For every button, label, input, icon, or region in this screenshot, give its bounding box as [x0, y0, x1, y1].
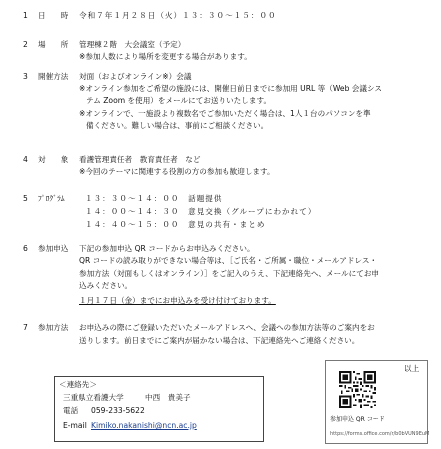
item-line: 対面（およびオンライン※）会議 — [79, 72, 192, 81]
contact-email-link[interactable]: Kimiko.nakanishi@ncn.ac.jp — [91, 421, 197, 430]
item-number: 7 — [23, 323, 28, 332]
item-line: 管理棟２階 大会議室（予定） — [79, 40, 186, 49]
qr-url[interactable]: https://forms.office.com/r/b0bVUN9EuM — [330, 431, 430, 437]
item-label: 日 時 — [38, 11, 69, 20]
item-label: 開催方法 — [38, 72, 69, 81]
item-line: １４：００～１４：３０ 意見交換（グループにわかれて） — [85, 207, 317, 216]
item-number: 2 — [23, 40, 28, 49]
item-label: 参加申込 — [38, 244, 69, 253]
item-label: 対 象 — [38, 155, 69, 164]
contact-box — [54, 376, 264, 442]
qr-code-icon[interactable] — [339, 371, 376, 408]
item-line: １３：３０～１４：００ 話題提供 — [85, 194, 223, 203]
contact-tel-label: 電話 — [63, 406, 79, 415]
item-line: テム Zoom を使用）をメールにてお送りいたします。 — [86, 96, 272, 105]
item-line: 込みください。 — [79, 281, 133, 290]
qr-caption: 参加申込 QR コード — [330, 416, 385, 423]
contact-org: 三重県立看護大学 — [63, 393, 124, 402]
item-number: 3 — [23, 72, 28, 81]
contact-mail-label: E-mail — [63, 421, 87, 430]
item-label: 場 所 — [38, 40, 69, 49]
item-number: 1 — [23, 11, 28, 20]
item-label: ﾌﾟﾛｸﾞﾗﾑ — [38, 194, 65, 203]
item-number: 6 — [23, 244, 28, 253]
item-line: ※オンライン参加をご希望の施設には、開催日前日までに参加用 URL 等（Web 会議シス — [79, 84, 382, 93]
contact-tel: 059-233-5622 — [91, 406, 145, 415]
item-number: 5 — [23, 194, 28, 203]
item-line: 参加方法（対面もしくはオンライン）］をご記入のうえ、下記連絡先へ、メールにてお申 — [79, 269, 380, 278]
item-line: 送りします。前日までにご案内が届かない場合は、下記連絡先へご連絡ください。 — [79, 336, 360, 345]
item-label: 参加方法 — [38, 323, 69, 332]
contact-heading: ＜連絡先＞ — [59, 380, 97, 389]
item-line: ※参加人数により場所を変更する場合があります。 — [79, 52, 252, 61]
qr-box — [325, 360, 428, 444]
contact-name: 中西 貴美子 — [145, 393, 191, 402]
item-number: 4 — [23, 155, 28, 164]
closing-text: 以上 — [404, 364, 420, 373]
item-line: 備ください。難しい場合は、事前にご相談ください。 — [86, 121, 269, 130]
item-line: 看護管理責任者 教育責任者 など — [79, 155, 201, 164]
item-line: ※オンラインで、一施設より複数名でご参加いただく場合は、1人１台のパソコンを準 — [79, 109, 371, 118]
item-line: お申込みの際にご登録いただいたメールアドレスへ、会議への参加方法等のご案内をお — [79, 323, 375, 332]
item-line: QR コードの読み取りができない場合等は、［ご氏名・ご所属・職位・メールアドレス・ — [79, 256, 378, 265]
deadline-notice: １月１７日（金）までにお申込みを受け付けております。 — [79, 296, 276, 305]
item-line: 下記の参加申込 QR コードからお申込みください。 — [79, 244, 255, 253]
item-line: ※今回のテーマに関連する役割の方の参加も歓迎します。 — [79, 167, 275, 176]
item-line: 令和７年１月２８日（火）１３：３０～１５：００ — [79, 11, 277, 20]
item-line: １４：４０～１５：００ 意見の共有・まとめ — [85, 220, 266, 229]
